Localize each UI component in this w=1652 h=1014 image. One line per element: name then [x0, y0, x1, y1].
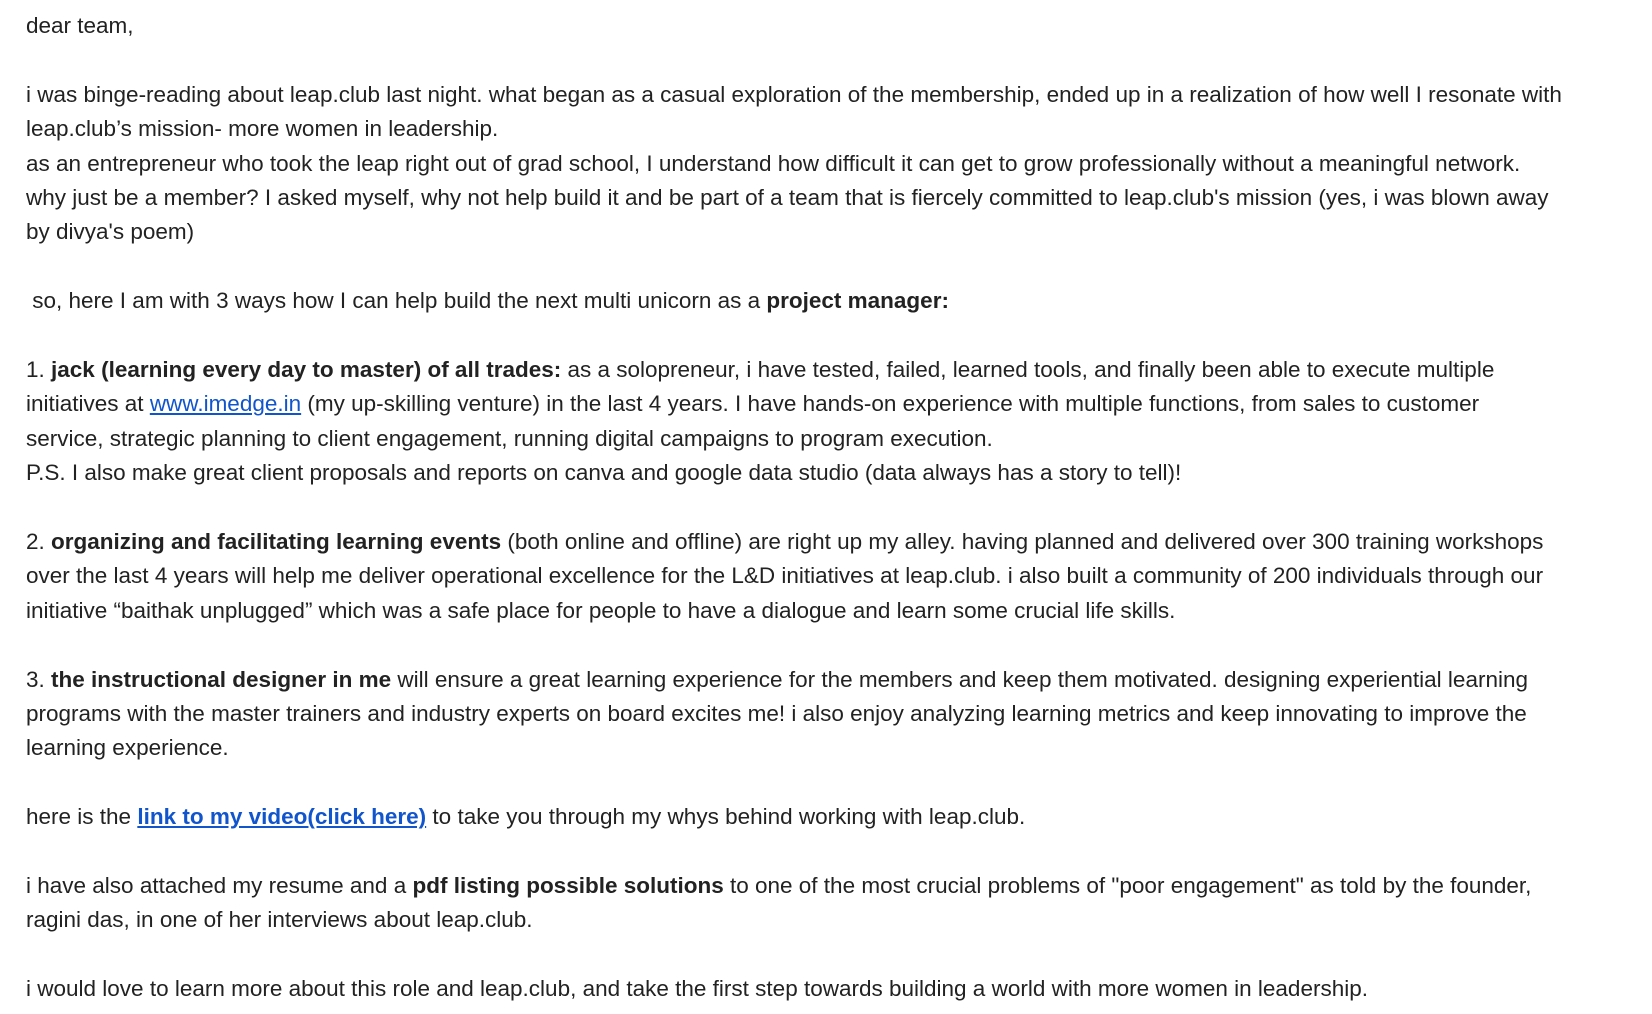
video-text: to take you through my whys behind working with leap.club.: [426, 804, 1026, 830]
spacer: [26, 491, 1626, 525]
video-paragraph: [26, 800, 1626, 834]
point-3-line-2: programs with the master trainers and industry experts on board excites me! i also enjoy analyzing learning metrics and keep innovating to improve the: [26, 701, 1527, 727]
attachment-pdf-title: pdf listing possible solutions: [412, 873, 724, 899]
point-1-number: 1.: [26, 357, 52, 383]
point-2-number: 2.: [26, 529, 52, 555]
point-1-text: initiatives at: [26, 391, 150, 417]
video-link-label[interactable]: link to my video(click here): [137, 804, 427, 830]
point-2-text: (both online and offline) are right up my alley. having planned and delivered over 300 training workshops: [501, 529, 1544, 555]
imedge-link[interactable]: www.imedge.in: [149, 391, 302, 417]
email-body: [26, 9, 1626, 1007]
point-3-heading: the instructional designer in me: [51, 666, 392, 692]
point-3-number: 3.: [26, 666, 52, 692]
ways-paragraph: [26, 284, 1626, 318]
point-1-heading: jack (learning every day to master) of all trades:: [51, 357, 562, 383]
point-2-line-3: initiative “baithak unplugged” which was a safe place for people to have a dialogue and learn some crucial life skills.: [26, 597, 1176, 623]
point-1-text: as a solopreneur, i have tested, failed, learned tools, and finally been able to execute multiple: [561, 357, 1495, 383]
intro-line-2: leap.club’s mission- more women in leadership.: [26, 116, 499, 142]
spacer: [26, 43, 1626, 77]
point-3-line-1: [26, 663, 1626, 697]
intro-line-5: by divya's poem): [26, 219, 195, 245]
video-text: here is the: [26, 804, 138, 830]
point-3-text: will ensure a great learning experience for the members and keep them motivated. designing experiential learning: [391, 666, 1528, 692]
attachment-line-1: [26, 869, 1626, 903]
spacer: [26, 250, 1626, 284]
point-1-ps: P.S. I also make great client proposals and reports on canva and google data studio (data always has a story to tell)!: [26, 460, 1182, 486]
greeting: dear team,: [26, 13, 134, 38]
point-2-line-1: [26, 525, 1626, 559]
point-1-line-1: [26, 353, 1626, 387]
point-3-line-3: learning experience.: [26, 735, 229, 761]
video-link[interactable]: [137, 804, 426, 829]
ways-text: so, here I am with 3 ways how I can help build the next multi unicorn as a: [26, 288, 767, 314]
intro-line-4: why just be a member? I asked myself, why not help build it and be part of a team that is fiercely committed to leap.club's mission (yes, i was blown away: [26, 185, 1549, 211]
intro-line-3: as an entrepreneur who took the leap right out of grad school, I understand how difficult it can get to grow professionally without a meaningful network.: [26, 150, 1521, 176]
ways-role: project manager:: [766, 288, 949, 314]
attachment-line-2: ragini das, in one of her interviews about leap.club.: [26, 907, 533, 933]
point-2-heading: organizing and facilitating learning events: [51, 529, 502, 555]
spacer: [26, 319, 1626, 353]
point-1-line-2: [26, 387, 1626, 421]
closing-paragraph: i would love to learn more about this role and leap.club, and take the first step towards building a world with more women in leadership.: [26, 976, 1368, 1002]
attachment-text: i have also attached my resume and a: [26, 873, 413, 899]
intro-line-1: i was binge-reading about leap.club last night. what began as a casual exploration of the membership, ended up in a realization of how well I resonate with: [26, 81, 1562, 107]
point-1-text: (my up-skilling venture) in the last 4 years. I have hands-on experience with multiple functions, from sales to customer: [301, 391, 1480, 417]
point-2-line-2: over the last 4 years will help me deliver operational excellence for the L&D initiatives at leap.club. i also built a community of 200 individuals through our: [26, 563, 1544, 589]
spacer: [26, 835, 1626, 869]
spacer: [26, 766, 1626, 800]
attachment-text: to one of the most crucial problems of "poor engagement" as told by the founder,: [723, 873, 1532, 899]
spacer: [26, 938, 1626, 972]
spacer: [26, 628, 1626, 662]
point-1-line-3: service, strategic planning to client engagement, running digital campaigns to program execution.: [26, 425, 993, 451]
